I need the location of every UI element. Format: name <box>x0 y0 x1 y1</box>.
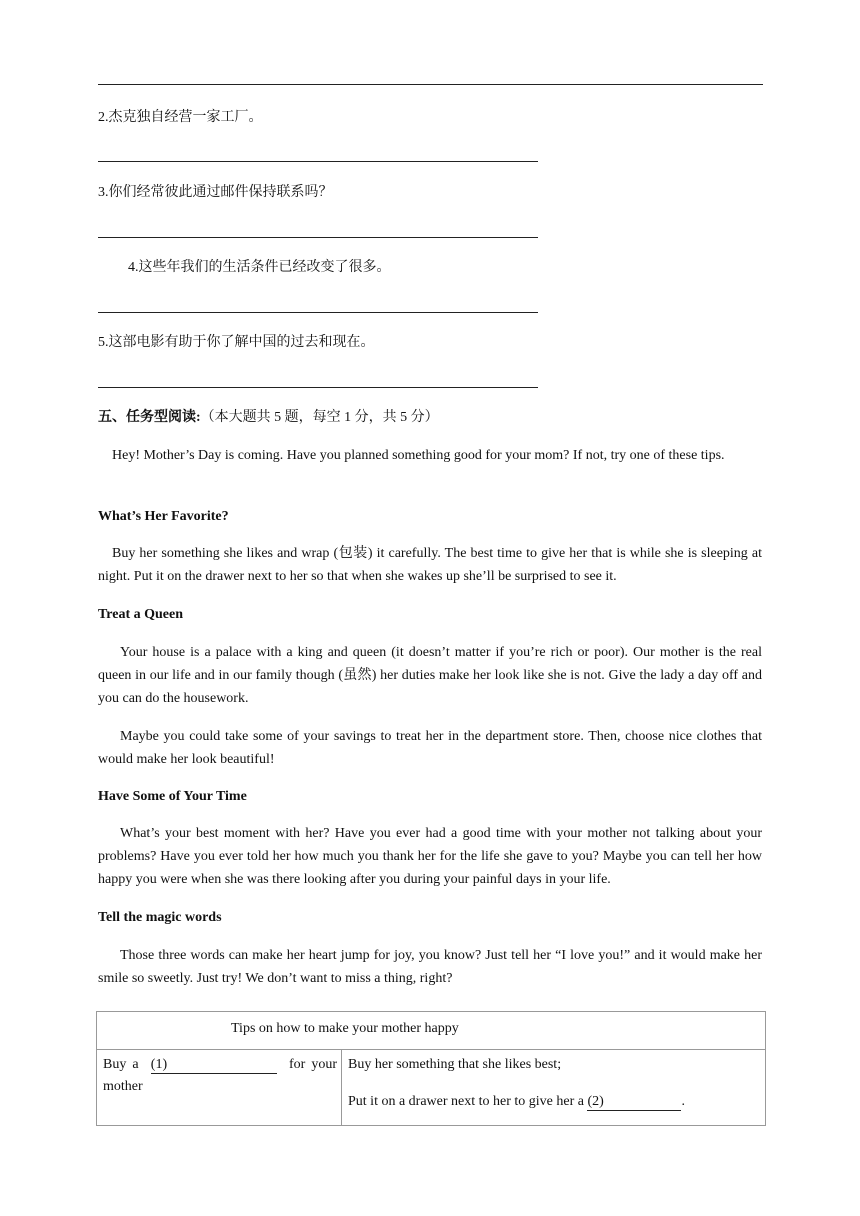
tips-table-title-cell <box>97 1012 766 1050</box>
tips-table-title: Tips on how to make your mother happy <box>231 1021 459 1036</box>
tips-row1-left-cell <box>97 1050 342 1126</box>
row1-right-line2 <box>348 1091 759 1113</box>
passage-heading-time: Have Some of Your Time <box>98 789 247 804</box>
row1-right-line2-suffix: . <box>681 1094 685 1109</box>
passage-paragraph-1: Buy her something she likes and wrap (包装) it carefully. The best time to give her that is while she is sleeping at night. Put it on the drawer next to her so that when she wakes up she’ll be surprised to see it. <box>98 546 762 584</box>
passage-paragraph-2: Your house is a palace with a king and queen (it doesn’t matter if you’re rich or poor). Our mother is the real queen in our life and in our family though (虽然) her duties make her look like she is not. Give the lady a day off and you can do the housework. <box>98 645 762 706</box>
row1-right-line2-prefix: Put it on a drawer next to her to give her a <box>348 1094 584 1109</box>
tips-row1-left-text <box>97 1050 341 1098</box>
translation-item-5: 5.这部电影有助于你了解中国的过去和现在。 <box>98 335 375 350</box>
answer-line-5[interactable] <box>98 387 538 388</box>
passage-intro: Hey! Mother’s Day is coming. Have you planned something good for your mom? If not, try one of these tips. <box>112 448 725 463</box>
answer-line-2[interactable] <box>98 161 538 162</box>
blank-1[interactable] <box>151 1057 277 1074</box>
answer-line-top <box>98 84 763 85</box>
row1-left-prefix: Buy a <box>103 1057 139 1072</box>
blank-2-label: (2) <box>587 1094 604 1109</box>
row1-left-suffix: for your mother <box>103 1057 337 1094</box>
answer-line-4[interactable] <box>98 312 538 313</box>
translation-item-4: 4.这些年我们的生活条件已经改变了很多。 <box>128 260 391 275</box>
answer-line-3[interactable] <box>98 237 538 238</box>
passage-paragraph-5: Those three words can make her heart jump for joy, you know? Just tell her “I love you!” and it would make her smile so sweetly. Just try! We don’t want to miss a thing, right? <box>98 948 762 986</box>
section-note: （本大题共 5 题，每空 1 分，共 5 分） <box>200 410 439 425</box>
passage-paragraph-4: What’s your best moment with her? Have you ever had a good time with your mother not talking about your problems? Have you ever told her how much you thank her for the life she gave to you? Maybe you can tell her how happy you were when she was there looking after you during your painful days in your life. <box>98 826 762 887</box>
passage-heading-queen: Treat a Queen <box>98 607 184 622</box>
blank-2[interactable] <box>587 1094 681 1111</box>
row1-right-line1: Buy her something that she likes best; <box>348 1057 562 1072</box>
passage-heading-favorite: What’s Her Favorite? <box>98 509 229 524</box>
blank-1-label: (1) <box>150 1057 168 1072</box>
translation-item-3: 3.你们经常彼此通过邮件保持联系吗？ <box>98 185 333 200</box>
section-heading <box>98 408 439 428</box>
passage-paragraph-3: Maybe you could take some of your savings to treat her in the department store. Then, choose nice clothes that would make her look beautiful! <box>98 729 762 767</box>
tips-table <box>96 1011 766 1126</box>
section-title: 五、任务型阅读: <box>98 410 201 425</box>
passage-heading-magic: Tell the magic words <box>98 910 222 925</box>
translation-item-2: 2.杰克独自经营一家工厂。 <box>98 110 263 125</box>
tips-row1-right-cell <box>342 1050 766 1126</box>
